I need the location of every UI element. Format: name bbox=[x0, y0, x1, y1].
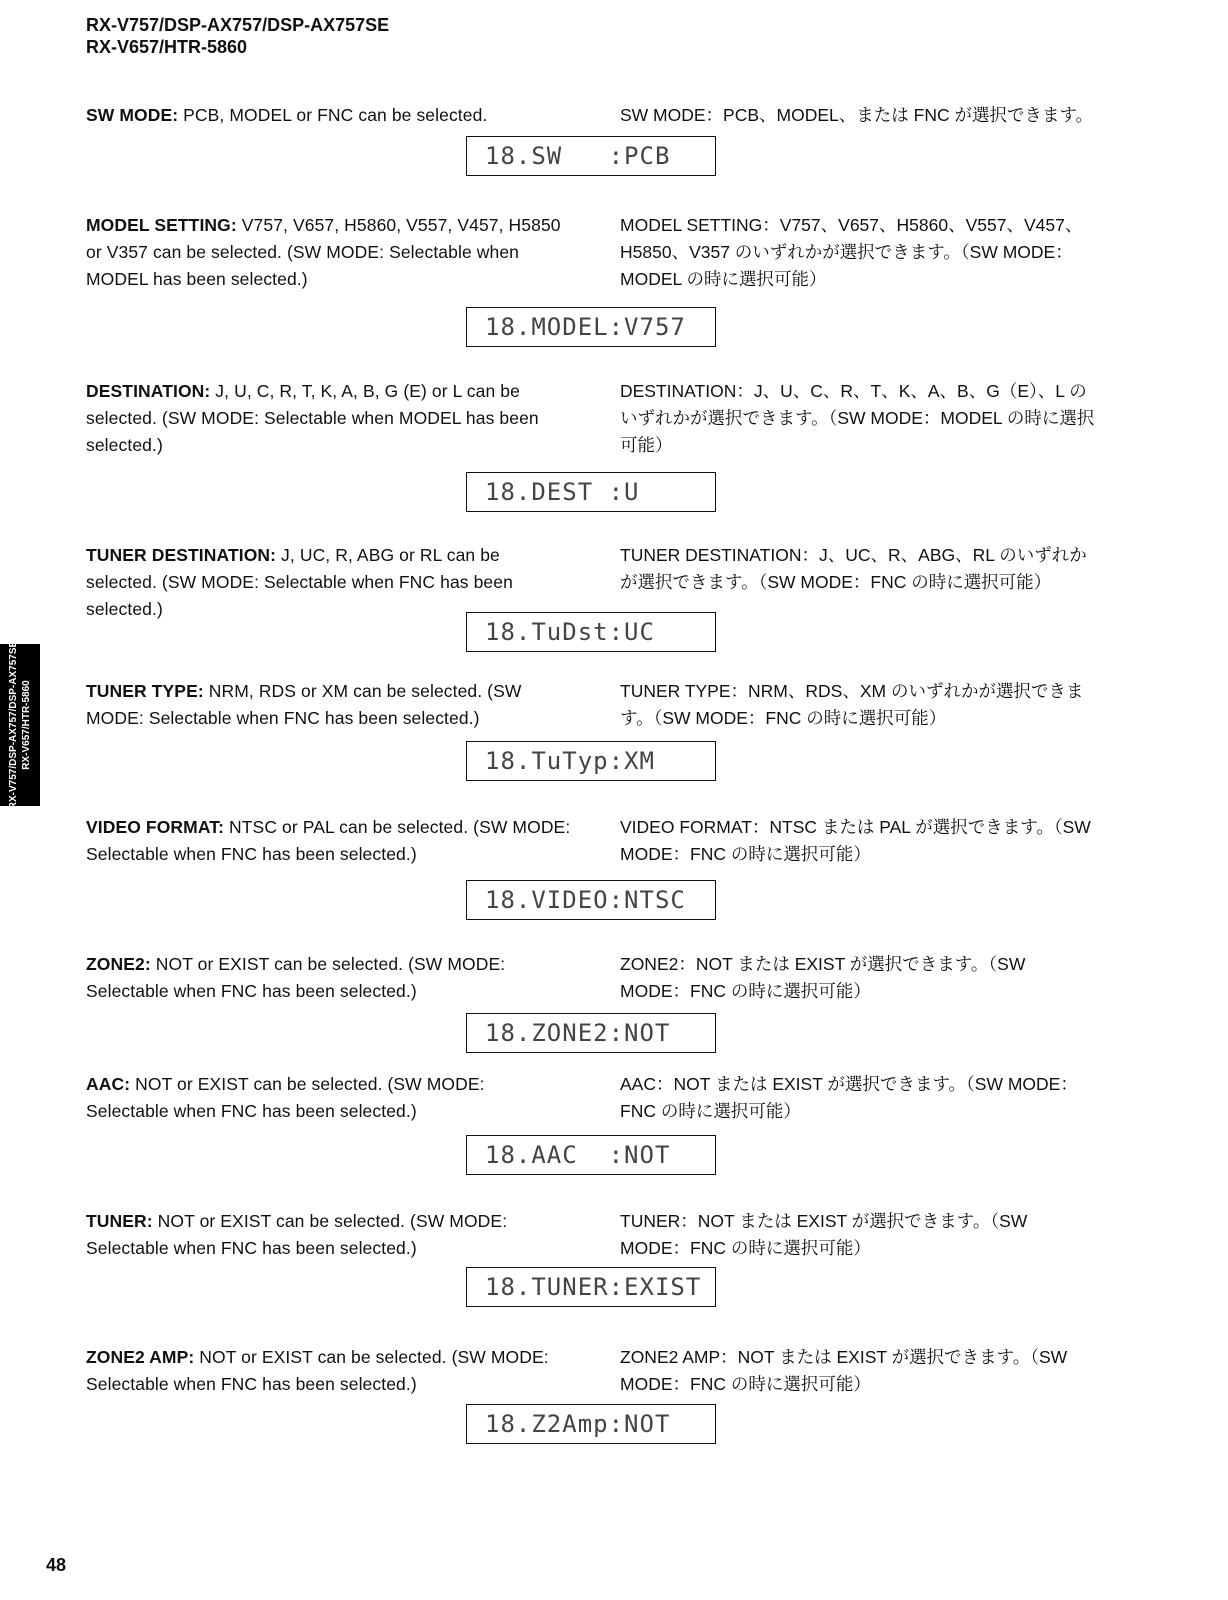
sw-mode-text: PCB, MODEL or FNC can be selected. bbox=[178, 105, 488, 125]
tuner-destination-label: TUNER DESTINATION: bbox=[86, 545, 277, 565]
aac-display: 18.AAC :NOT bbox=[466, 1135, 716, 1175]
tuner-type-text: NRM, RDS or XM can be selected. (SW MODE: Selectable when FNC has been selected.) bbox=[86, 681, 522, 728]
destination-display: 18.DEST :U bbox=[466, 472, 716, 512]
tuner-type-description bbox=[86, 678, 572, 732]
page-number: 48 bbox=[46, 1555, 67, 1575]
zone2-amp-display: 18.Z2Amp:NOT bbox=[466, 1404, 716, 1444]
zone2-display: 18.ZONE2:NOT bbox=[466, 1013, 716, 1053]
destination-text: J, U, C, R, T, K, A, B, G (E) or L can be selected. (SW MODE: Selectable when MODEL has been selected.) bbox=[86, 381, 539, 455]
sw-mode-display: 18.SW :PCB bbox=[466, 136, 716, 176]
video-format-jp-text: VIDEO FORMAT：NTSC または PAL が選択できます。（SW MODE：FNC の時に選択可能） bbox=[620, 817, 1091, 864]
destination-label: DESTINATION: bbox=[86, 381, 211, 401]
tuner-jp-text: TUNER：NOT または EXIST が選択できます。（SW MODE：FNC の時に選択可能） bbox=[620, 1211, 1028, 1258]
side-tab-line-2: RX-V657/HTR-5860 bbox=[21, 680, 32, 770]
video-format-text: NTSC or PAL can be selected. (SW MODE: Selectable when FNC has been selected.) bbox=[86, 817, 571, 864]
video-format-description bbox=[86, 814, 572, 868]
aac-jp-text: AAC：NOT または EXIST が選択できます。（SW MODE：FNC の時に選択可能） bbox=[620, 1074, 1078, 1121]
tuner-text: NOT or EXIST can be selected. (SW MODE: Selectable when FNC has been selected.) bbox=[86, 1211, 508, 1258]
tuner-destination-description bbox=[86, 542, 572, 623]
side-tab-line-1: RX-V757/DSP-AX757/DSP-AX757SE bbox=[8, 640, 19, 810]
header-model-line-1: RX-V757/DSP-AX757/DSP-AX757SE bbox=[86, 15, 390, 35]
zone2-jp-text: ZONE2：NOT または EXIST が選択できます。（SW MODE：FNC の時に選択可能） bbox=[620, 954, 1026, 1001]
destination-jp-text: DESTINATION：J、U、C、R、T、K、A、B、G（E）、L のいずれかが選択できます。（SW MODE：MODEL の時に選択可能） bbox=[620, 381, 1095, 455]
sw-mode-jp-text: SW MODE：PCB、MODEL、または FNC が選択できます。 bbox=[620, 105, 1094, 125]
tuner-type-jp-text: TUNER TYPE：NRM、RDS、XM のいずれかが選択できます。（SW MODE：FNC の時に選択可能） bbox=[620, 681, 1084, 728]
tuner-destination-display: 18.TuDst:UC bbox=[466, 612, 716, 652]
zone2-label: ZONE2: bbox=[86, 954, 151, 974]
aac-text: NOT or EXIST can be selected. (SW MODE: Selectable when FNC has been selected.) bbox=[86, 1074, 485, 1121]
sw-mode-label: SW MODE: bbox=[86, 105, 179, 125]
aac-label: AAC: bbox=[86, 1074, 131, 1094]
tuner-destination-jp-text: TUNER DESTINATION：J、UC、R、ABG、RL のいずれかが選択できます。（SW MODE：FNC の時に選択可能） bbox=[620, 545, 1087, 592]
tuner-type-display: 18.TuTyp:XM bbox=[466, 741, 716, 781]
sw-mode-description bbox=[86, 102, 572, 129]
tuner-destination-text: J, UC, R, ABG or RL can be selected. (SW MODE: Selectable when FNC has been selected.) bbox=[86, 545, 513, 619]
zone2-description bbox=[86, 951, 572, 1005]
zone2-amp-description bbox=[86, 1344, 572, 1398]
tuner-display: 18.TUNER:EXIST bbox=[466, 1267, 716, 1307]
destination-description bbox=[86, 378, 572, 459]
model-setting-description bbox=[86, 212, 572, 293]
model-setting-jp-text: MODEL SETTING：V757、V657、H5860、V557、V457、H5850、V357 のいずれかが選択できます。（SW MODE：MODEL の時に選択可能） bbox=[620, 215, 1083, 289]
zone2-amp-label: ZONE2 AMP: bbox=[86, 1347, 195, 1367]
side-tab-label bbox=[7, 641, 33, 809]
header-model-line-2: RX-V657/HTR-5860 bbox=[86, 37, 248, 57]
model-setting-display: 18.MODEL:V757 bbox=[466, 307, 716, 347]
aac-description bbox=[86, 1071, 572, 1125]
zone2-amp-jp-text: ZONE2 AMP：NOT または EXIST が選択できます。（SW MODE：FNC の時に選択可能） bbox=[620, 1347, 1068, 1394]
video-format-display: 18.VIDEO:NTSC bbox=[466, 880, 716, 920]
video-format-label: VIDEO FORMAT: bbox=[86, 817, 225, 837]
tuner-description bbox=[86, 1208, 572, 1262]
tuner-label: TUNER: bbox=[86, 1211, 153, 1231]
document-header bbox=[86, 14, 389, 58]
zone2-amp-text: NOT or EXIST can be selected. (SW MODE: Selectable when FNC has been selected.) bbox=[86, 1347, 549, 1394]
tuner-type-label: TUNER TYPE: bbox=[86, 681, 204, 701]
side-tab bbox=[0, 640, 40, 810]
zone2-text: NOT or EXIST can be selected. (SW MODE: Selectable when FNC has been selected.) bbox=[86, 954, 506, 1001]
model-setting-text: V757, V657, H5860, V557, V457, H5850 or V357 can be selected. (SW MODE: Selectable when MODEL has been selected.) bbox=[86, 215, 561, 289]
model-setting-label: MODEL SETTING: bbox=[86, 215, 237, 235]
